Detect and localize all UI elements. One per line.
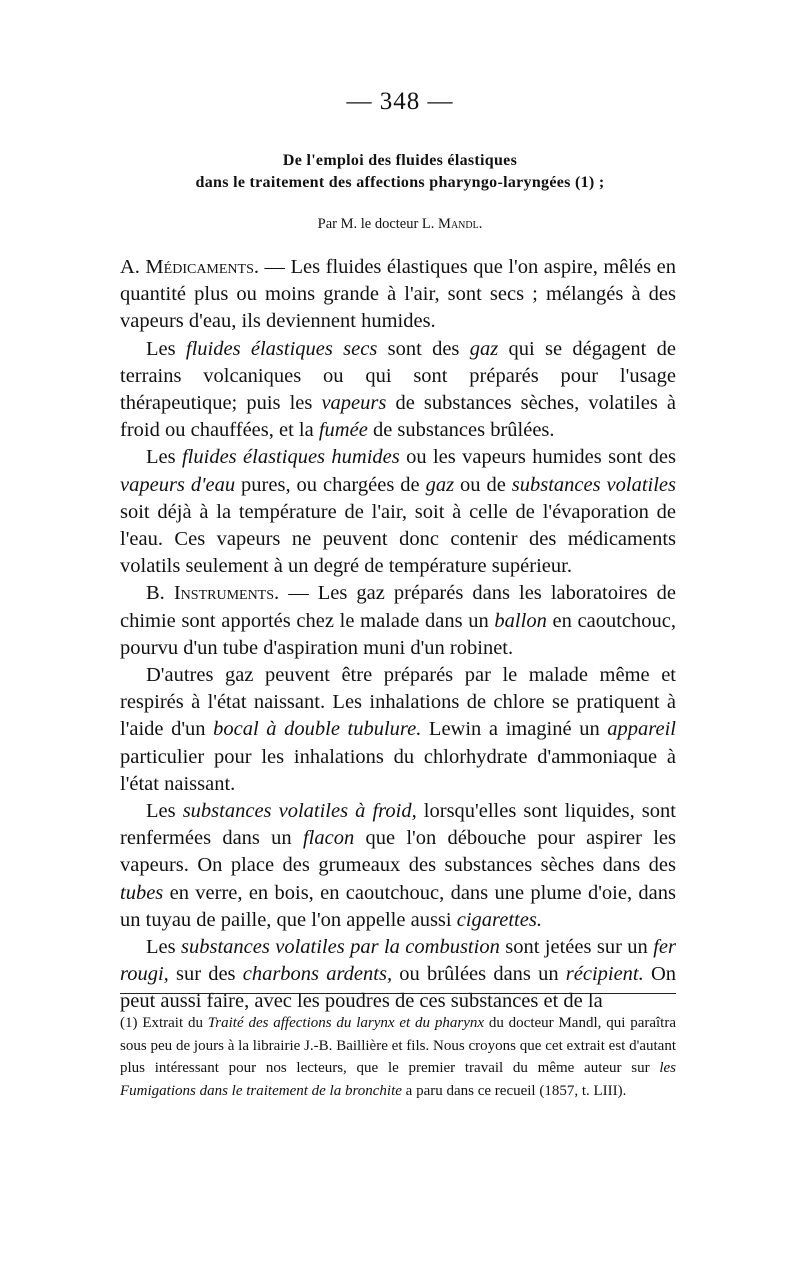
italic-text: les Fumigations dans le traitement de la bronchite [120,1060,676,1099]
text-run: Les [146,800,183,823]
italic-text: ballon [494,609,547,632]
text-run: particulier pour les inhalations du chlorhydrate d'ammoniaque à l'état naissant. [120,745,676,795]
paragraph [120,662,676,798]
italic-text: tubes [120,881,164,904]
text-run: Les [146,936,181,959]
text-run: en verre, en bois, en caoutchouc, dans une plume d'oie, dans un tuyau de paille, que l'on appelle aussi [120,881,676,931]
italic-text: fluides élastiques secs [185,337,378,360]
page-number: — 348 — [346,88,454,115]
italic-text: bocal à double tubulure. [213,718,422,741]
italic-text: Traité des affections du larynx et du pharynx [207,1015,485,1031]
italic-text: cigarettes. [456,908,542,931]
text-run: sont des [377,337,470,360]
italic-text: appareil [607,718,676,741]
article-title [100,150,700,194]
section-label: A. Médicaments. [120,256,260,278]
paragraph [120,254,676,336]
text-run: sont jetées sur un [499,936,654,959]
section-label: B. Instruments. [146,582,280,605]
text-run: Les [146,446,182,469]
italic-text: fumée [318,419,368,442]
text-run: ou de [454,473,512,496]
text-run: de substances brûlées. [367,419,555,442]
article-body [120,254,676,1016]
paragraph [120,444,676,580]
text-run: ou brûlées dans un [392,963,566,986]
italic-text: fer rougi, [120,936,676,986]
paragraph [120,934,676,1016]
paragraph [120,336,676,445]
text-run: pures, ou chargées de [235,473,426,496]
italic-text: substances volatiles [511,473,676,496]
text-run: de substances sèches, volatiles à froid ou chauffées, et la [120,392,676,442]
text-run: que l'on débouche pour aspirer les vapeurs. On place des grumeaux des substances sèches dans des [120,827,676,877]
italic-text: récipient. [565,963,644,986]
text-run: qui se dégagent de terrains volcaniques ou qui sont préparés pour l'usage thérapeutique; puis les [120,337,676,415]
text-run: — Les gaz préparés dans les laboratoires de chimie sont apportés chez le malade dans un [120,582,676,632]
paragraph [120,798,676,934]
author-byline [0,216,800,233]
text-run: — Les fluides élastiques que l'on aspire, mêlés en quantité plus ou moins grande à l'air, sont secs ; mélangés à des vapeurs d'eau, ils deviennent humides. [120,256,676,333]
paragraph [120,580,676,662]
article-title-line-1: De l'emploi des fluides élastiques [282,152,518,169]
footnote-divider [120,993,676,994]
footnote [120,1012,676,1102]
italic-text: charbons ardents, [242,963,393,986]
italic-text: flacon [302,827,355,850]
text-run: Les [146,337,186,360]
text-run: du docteur Mandl, qui paraîtra sous peu de jours à la librairie J.-B. Baillière et fils. Nous croyons que cet extrait est d'autant plus intéressant pour nos lecteurs, que le premier travail du même auteur sur [120,1015,676,1076]
text-run: sur des [168,963,243,986]
text-run: soit déjà à la température de l'air, soit à celle de l'évaporation de l'eau. Ces vapeurs ne peuvent donc contenir des médicaments volatils seulement à un degré de température supérieur. [120,500,676,578]
italic-text: substances volatiles à froid, [182,800,417,823]
text-run: (1) Extrait du [120,1015,208,1031]
byline-prefix: Par M. le docteur L. [317,216,439,232]
author-name: Mandl. [438,216,483,232]
italic-text: gaz [425,473,455,496]
article-title-line-2: dans le traitement des affections pharyngo-laryngées (1) ; [195,174,605,191]
text-run: en caoutchouc, pourvu d'un tube d'aspiration muni d'un robinet. [120,609,676,659]
italic-text: vapeurs d'eau [120,473,236,496]
text-run: On peut aussi faire, avec les poudres de ces substances et de la [120,963,676,1013]
text-run: D'autres gaz peuvent être préparés par le malade même et respirés à l'état naissant. Les inhalations de chlore se pratiquent à l'aide d'un [120,664,676,741]
italic-text: gaz [469,337,499,360]
text-run: Lewin a imaginé un [421,718,608,741]
italic-text: substances volatiles par la combustion [181,936,500,959]
italic-text: fluides élastiques humides [181,446,400,469]
italic-text: vapeurs [321,392,387,415]
text-run: lorsqu'elles sont liquides, sont renfermées dans un [120,800,676,850]
text-run: a paru dans ce recueil (1857, t. LIII). [401,1082,627,1099]
text-run: ou les vapeurs humides sont des [399,446,676,469]
